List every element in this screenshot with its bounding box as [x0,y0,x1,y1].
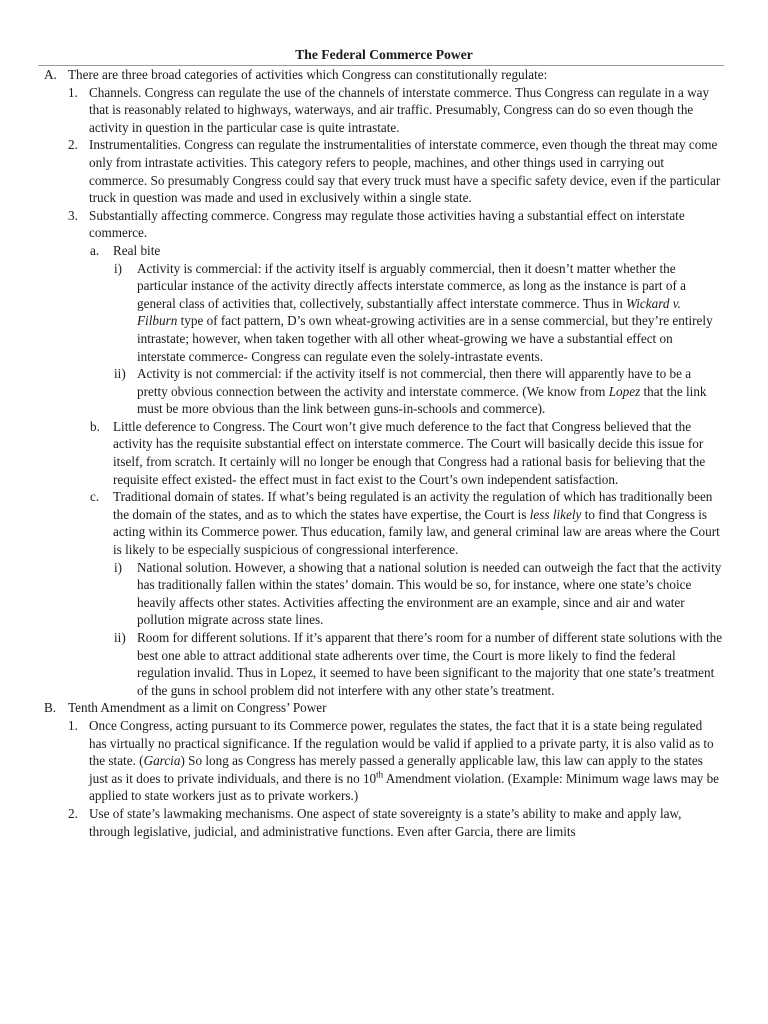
point-not-commercial [0,365,768,418]
item-a2-instrumentalities [0,136,768,206]
item-text [89,717,723,805]
sub-text [113,488,723,558]
item-text: Channels. Congress can regulate the use of the channels of interstate commerce. Thus Congress can regulate in a way that is reasonably related to highways, waterways, and air traffic. Presumably, Congress can do so even though the activity in question in the particular case is quite intrastate. [89,84,710,135]
point-label: i) [114,559,123,575]
sub-label: b. [90,418,100,434]
sub-label: c. [90,489,100,505]
point-text [137,365,723,418]
case-name-garcia: Garcia [143,753,181,769]
item-text: Use of state’s lawmaking mechanisms. One aspect of state sovereignty is a state’s ability to make and apply law, through legislative, judicial, and administrative functions. Even after Garcia, there are limits [89,805,682,839]
case-name-wickard: Wickard v. Filburn [137,295,681,329]
case-name-lopez: Lopez [608,383,641,399]
text-run: Activity is commercial: if the activity itself is arguably commercial, then it doesn’t matter whether the particular instance of the activity directly affects interstate commerce, as long as the instance is part of a general class of activities that, collectively, substantially affect interstate commerce. Thus in [137,260,687,311]
sub-a-real-bite [0,242,768,260]
point-text: National solution. However, a showing that a national solution is needed can outweigh the fact that the activity has traditionally fallen within the states’ domain. This would be so, for instance, where one state’s choice heavily affects other states. Activities affecting the environment are an example, since and air and water pollution migrate across state lines. [137,559,722,628]
sub-label: a. [90,242,100,258]
section-a-label: A. [44,67,57,82]
text-run: Activity is not commercial: if the activity itself is not commercial, then there will apparently have to be a pretty obvious connection between the activity and interstate commerce. (We know from [137,366,692,399]
ordinal-suffix: th [376,769,384,780]
sub-text: Real bite [113,242,161,258]
text-run: Traditional domain of states. If what’s being regulated is an activity the regulation of which has traditionally been the domain of the states, and as to which the states have expertise, the Court is [113,489,713,522]
text-run: to find that Congress is acting within its Commerce power. Thus education, family law, and general criminal law are areas where the Court is likely to be especially suspicious of congressional interference. [113,506,720,558]
item-label: 2. [68,805,78,821]
page-title: The Federal Commerce Power [295,47,473,62]
section-a-text: There are three broad categories of activities which Congress can constitutionally regulate: [68,67,548,82]
item-label: 1. [68,84,78,100]
item-a3-substantial-effect [0,207,768,242]
section-b-text: Tenth Amendment as a limit on Congress’ Power [68,700,327,716]
sub-b-little-deference [0,418,768,488]
outline-body [0,66,768,840]
item-text: Substantially affecting commerce. Congress may regulate those activities having a substantial effect on interstate commerce. [89,207,685,241]
item-b1-garcia [0,717,768,805]
item-label: 3. [68,207,78,223]
point-text [137,260,723,366]
sub-c-traditional-domain [0,488,768,558]
item-b2-lawmaking [0,805,768,840]
item-label: 2. [68,137,78,153]
item-text: Instrumentalities. Congress can regulate the instrumentalities of interstate commerce, even though the threat may come only from intrastate activities. This category refers to people, machines, and other things used in carrying out commerce. So presumably Congress could say that every truck must have a specific safety device, even if the particular truck in question was made and used in exclusively within a single state. [89,137,721,206]
sub-text: Little deference to Congress. The Court won’t give much deference to the fact that Congress believed that the activity has the requisite substantial effect on interstate commerce. The Court will basically decide this issue for itself, from scratch. It certainly will no longer be enough that Congress had a rational basis for believing that the requisite effect existed- the effect must in fact exist to the Court’s own independent satisfaction. [113,418,706,487]
section-b-label: B. [44,700,57,716]
point-label: ii) [114,630,126,645]
text-run: ) So long as Congress has merely passed a generally applicable law, this law can apply to the states just as it does to private individuals, and there is no 10 [89,753,703,786]
point-different-solutions [0,629,768,699]
point-commercial [0,260,768,366]
item-label: 1. [68,717,78,733]
point-national-solution [0,559,768,629]
point-label: i) [114,260,123,276]
text-run: Amendment violation. (Example: Minimum wage laws may be applied to state workers just as to private workers.) [89,770,720,804]
section-a [0,66,768,84]
section-b [0,699,768,717]
point-text: Room for different solutions. If it’s apparent that there’s room for a number of different state solutions with the best one able to attract additional state adherents over time, the Court is more likely to find the federal regulation invalid. Thus in Lopez, it seemed to have been significant to the majority that one state’s treatment of the guns in school problem did not interfere with any other state’s treatment. [137,630,723,698]
text-run: type of fact pattern, D’s own wheat-growing activities are in a sense commercial, but they’re entirely intrastate; however, when taken together with all other wheat-growing we have a substantial effect on interstate commerce- Congress can regulate even the solely-intrastate events. [137,313,713,364]
point-label: ii) [114,366,126,382]
text-run: Once Congress, acting pursuant to its Commerce power, regulates the states, the fact that it is a state being regulated has virtually no practical significance. If the regulation would be valid if applied to a private party, it is also valid as to the state. ( [89,717,714,769]
emphasis-less-likely: less likely [529,506,582,522]
text-run: that the link must be more obvious than the link between guns-in-schools and commerce). [137,383,707,417]
item-a1-channels [0,84,768,137]
